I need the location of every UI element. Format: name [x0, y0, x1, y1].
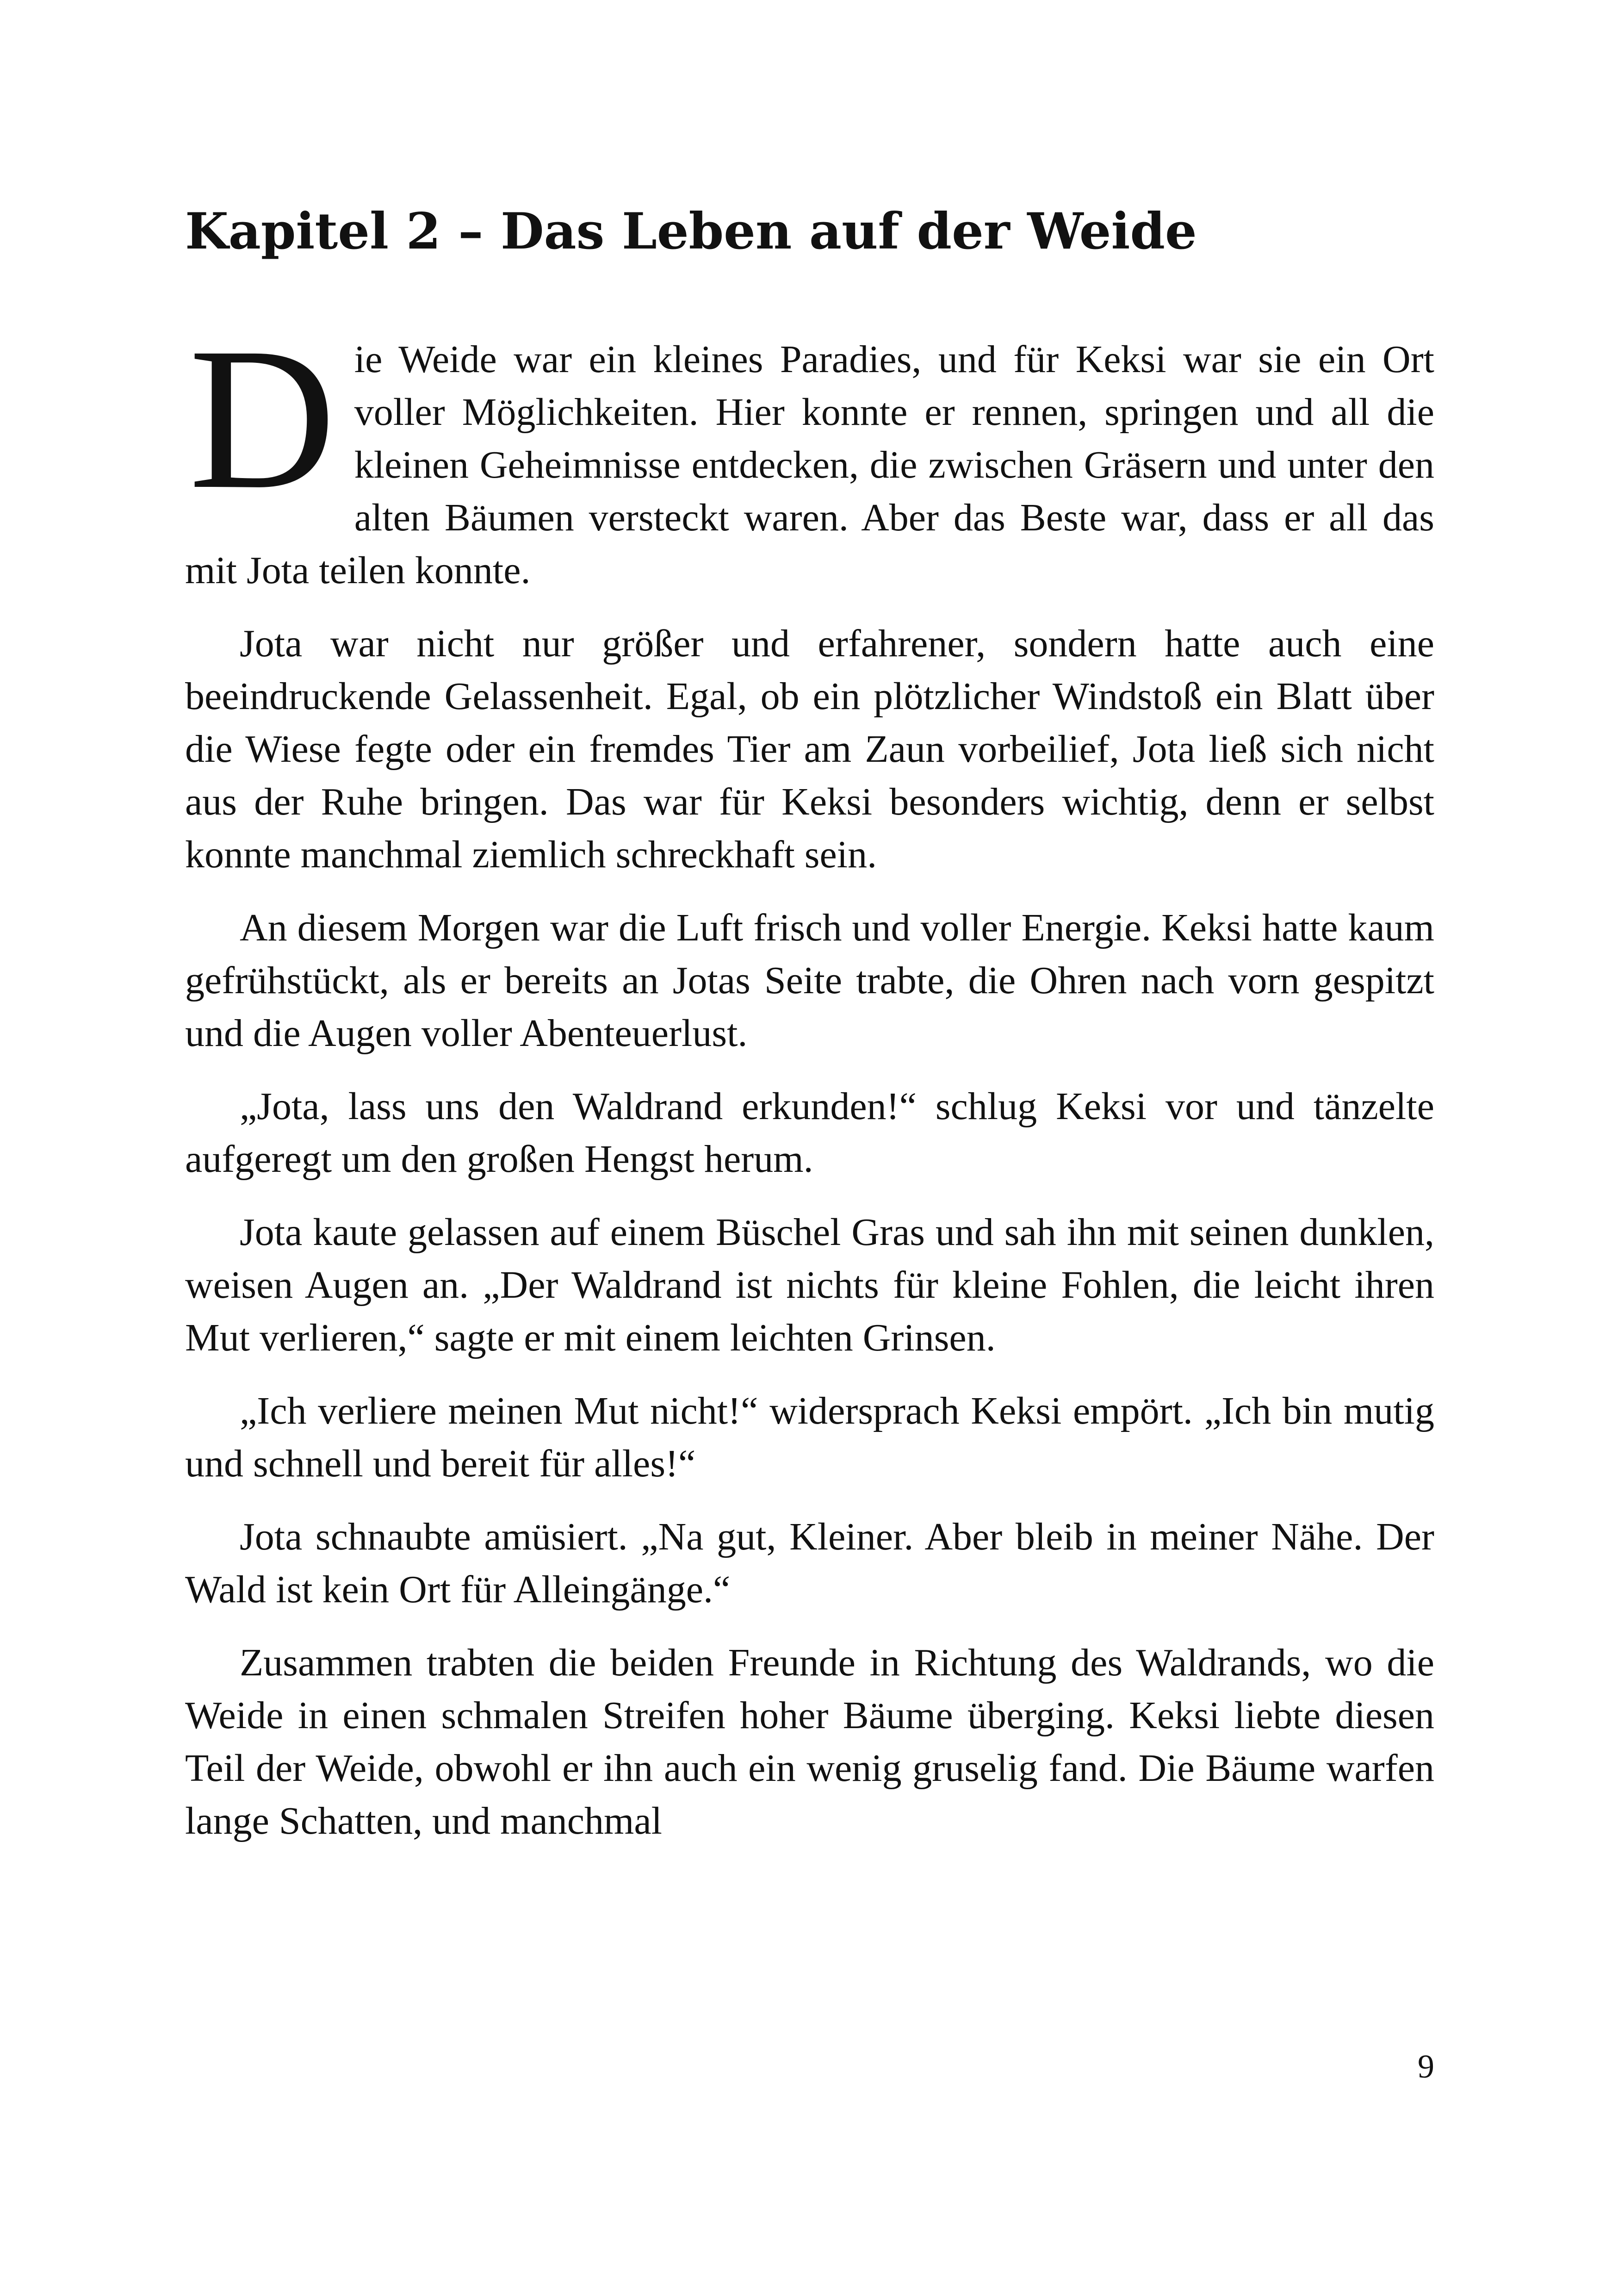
page-number: 9: [1418, 2048, 1434, 2085]
paragraph-2: Jota war nicht nur größer und erfahrener, sondern hatte auch eine beeindruckende Gelassenheit. Egal, ob ein plötzlicher Windstoß ein Blatt über die Wiese fegte oder ein fremdes Tier am Zaun vorbeilief, Jota ließ sich nicht aus der Ruhe bringen. Das war für Keksi besonders wichtig, denn er selbst konnte manchmal ziemlich schreckhaft sein.: [185, 622, 1434, 876]
chapter-body: [185, 306, 1434, 1868]
paragraph-8: Zusammen trabten die beiden Freunde in Richtung des Waldrands, wo die Weide in einen schmalen Streifen hoher Bäume überging. Keksi liebte diesen Teil der Weide, obwohl er ihn auch ein wenig gruselig fand. Die Bäume warfen lange Schatten, und manchmal: [185, 1641, 1434, 1842]
paragraph-5: Jota kaute gelassen auf einem Büschel Gras und sah ihn mit seinen dunklen, weisen Augen an. „Der Waldrand ist nichts für kleine Fohlen, die leicht ihren Mut verlieren,“ sagte er mit einem leichten Grinsen.: [185, 1211, 1434, 1359]
drop-cap: D: [189, 306, 336, 531]
paragraph-7: Jota schnaubte amüsiert. „Na gut, Kleiner. Aber bleib in meiner Nähe. Der Wald ist kein Ort für Alleingänge.“: [185, 1515, 1434, 1611]
chapter-heading: Kapitel 2 – Das Leben auf der Weide: [185, 202, 1197, 261]
paragraph-4: „Jota, lass uns den Waldrand erkunden!“ schlug Keksi vor und tänzelte aufgeregt um den großen Hengst herum.: [185, 1085, 1434, 1181]
paragraph-1: [185, 306, 1434, 597]
paragraph-1-text: ie Weide war ein kleines Paradies, und für Keksi war sie ein Ort voller Möglichkeiten. Hier konnte er rennen, springen und all die kleinen Geheimnisse entdecken, die zwischen Gräsern und unter den alten Bäumen versteckt waren. Aber das Beste war, dass er all das mit Jota teilen konnte.: [185, 338, 1434, 592]
paragraph-6: „Ich verliere meinen Mut nicht!“ widersprach Keksi empört. „Ich bin mutig und schnell und bereit für alles!“: [185, 1389, 1434, 1485]
paragraph-3: An diesem Morgen war die Luft frisch und voller Energie. Keksi hatte kaum gefrühstückt, als er bereits an Jotas Seite trabte, die Ohren nach vorn gespitzt und die Augen voller Abenteuerlust.: [185, 906, 1434, 1055]
